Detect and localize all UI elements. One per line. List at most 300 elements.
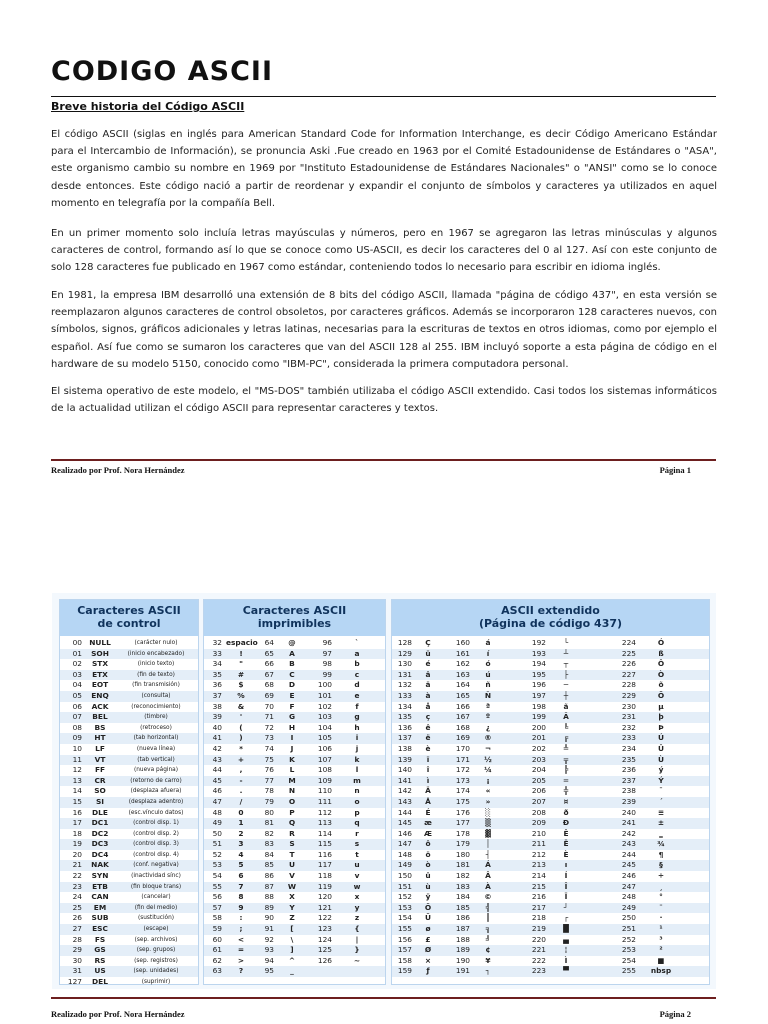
extended-code-a: 155 xyxy=(397,924,412,934)
printable-code-c: 96 xyxy=(322,638,332,647)
extended-char-a: Ç xyxy=(425,638,431,647)
extended-char-d: · xyxy=(659,913,663,923)
extended-code-a: 131 xyxy=(397,669,412,679)
extended-row xyxy=(392,680,709,691)
printable-code-b: 91 xyxy=(264,924,274,934)
extended-char-c: ╬ xyxy=(563,786,569,796)
printable-row xyxy=(204,829,385,840)
extended-row xyxy=(392,871,709,882)
extended-row xyxy=(392,659,709,670)
printable-code-c: 109 xyxy=(317,775,332,785)
printable-char-b: K xyxy=(289,754,295,764)
extended-code-d: 242 xyxy=(621,828,636,838)
extended-code-b: 181 xyxy=(455,860,470,870)
printable-char-b: \ xyxy=(290,934,294,944)
printable-char-a: * xyxy=(239,743,243,753)
control-row xyxy=(60,860,198,871)
printable-row xyxy=(204,871,385,882)
extended-char-c: Ê xyxy=(563,828,569,838)
extended-rows xyxy=(392,638,709,977)
control-row xyxy=(60,691,198,702)
printable-row xyxy=(204,924,385,935)
extended-char-c: Ì xyxy=(564,955,568,965)
extended-char-c: Ï xyxy=(564,892,568,902)
printable-code-b: 83 xyxy=(264,839,274,849)
extended-row xyxy=(392,860,709,871)
extended-code-a: 133 xyxy=(397,690,412,700)
extended-char-d: ¨ xyxy=(659,902,663,912)
control-abbreviation: SOH xyxy=(91,648,109,658)
printable-code-b: 71 xyxy=(264,712,274,722)
extended-code-a: 134 xyxy=(397,701,412,711)
control-code: 05 xyxy=(72,690,82,700)
extended-char-c: ð xyxy=(563,807,569,817)
extended-code-a: 159 xyxy=(397,966,412,976)
extended-code-a: 152 xyxy=(397,892,412,902)
control-characters-header xyxy=(60,600,198,636)
extended-code-d: 241 xyxy=(621,818,636,828)
control-code: 23 xyxy=(72,881,82,891)
title-rule xyxy=(51,96,716,97)
printable-code-c: 113 xyxy=(317,818,332,828)
extended-code-c: 193 xyxy=(531,648,546,658)
extended-row xyxy=(392,818,709,829)
printable-characters-panel xyxy=(203,599,386,985)
printable-code-c: 106 xyxy=(317,743,332,753)
printable-row xyxy=(204,702,385,713)
extended-row xyxy=(392,755,709,766)
printable-char-c: x xyxy=(354,892,360,902)
extended-char-b: ¬ xyxy=(484,743,492,753)
extended-char-a: â xyxy=(425,669,431,679)
extended-code-a: 140 xyxy=(397,765,412,775)
extended-char-d: Þ xyxy=(658,722,664,732)
control-description: (sep. registros) xyxy=(134,957,178,964)
extended-char-c: ╠ xyxy=(563,765,569,775)
control-code: 10 xyxy=(72,743,82,753)
extended-code-d: 226 xyxy=(621,659,636,669)
extended-row xyxy=(392,702,709,713)
printable-char-b: D xyxy=(288,680,296,690)
extended-code-a: 139 xyxy=(397,754,412,764)
extended-char-c: ▄ xyxy=(563,934,569,944)
extended-code-d: 232 xyxy=(621,722,636,732)
extended-code-c: 194 xyxy=(531,659,546,669)
printable-char-c: d xyxy=(354,680,360,690)
extended-header-line-1: ASCII extendido xyxy=(501,604,600,617)
control-description: (control disp. 4) xyxy=(133,851,179,858)
printable-char-c: m xyxy=(353,775,361,785)
printable-char-c: k xyxy=(354,754,360,764)
printable-char-b: ^ xyxy=(288,955,296,965)
extended-code-c: 216 xyxy=(531,892,546,902)
extended-char-b: ▓ xyxy=(485,828,491,838)
printable-code-b: 69 xyxy=(264,690,274,700)
printable-char-b: J xyxy=(290,743,294,753)
printable-code-a: 58 xyxy=(212,913,222,923)
control-description: (desplaza adentro) xyxy=(128,798,184,805)
printable-code-c: 104 xyxy=(317,722,332,732)
extended-row xyxy=(392,808,709,819)
printable-code-b: 72 xyxy=(264,722,274,732)
extended-char-d: ³ xyxy=(659,934,663,944)
extended-char-c: È xyxy=(563,849,569,859)
printable-row xyxy=(204,786,385,797)
extended-char-c: ┌ xyxy=(563,913,569,923)
extended-code-a: 151 xyxy=(397,881,412,891)
control-description: (control disp. 2) xyxy=(133,830,179,837)
control-description: (fin de texto) xyxy=(137,671,175,678)
extended-char-a: è xyxy=(425,743,431,753)
printable-row xyxy=(204,966,385,977)
control-abbreviation: CR xyxy=(94,775,106,785)
control-abbreviation: EM xyxy=(93,902,107,912)
extended-char-d: ¯ xyxy=(659,786,663,796)
extended-code-d: 234 xyxy=(621,743,636,753)
extended-char-a: ƒ xyxy=(426,966,430,976)
control-code: 25 xyxy=(72,902,82,912)
printable-char-a: 6 xyxy=(238,871,244,881)
control-row xyxy=(60,723,198,734)
printable-row xyxy=(204,882,385,893)
extended-char-b: Â xyxy=(485,871,491,881)
control-code: 127 xyxy=(67,977,82,986)
control-code: 24 xyxy=(72,892,82,902)
extended-char-c: ¤ xyxy=(563,796,569,806)
paragraph-4: El sistema operativo de este modelo, el "MS-DOS" también utilizaba el código ASCII extendido. Casi todos los sistemas informáticos de la actualidad utilizan el código ASCII para representar caracteres y textos. xyxy=(51,386,717,415)
control-characters-panel xyxy=(59,599,199,985)
extended-code-a: 156 xyxy=(397,934,412,944)
extended-code-d: 244 xyxy=(621,849,636,859)
printable-char-b: O xyxy=(288,796,296,806)
control-row xyxy=(60,913,198,924)
extended-code-c: 211 xyxy=(531,839,546,849)
control-code: 02 xyxy=(72,659,82,669)
printable-code-a: 57 xyxy=(212,902,222,912)
extended-char-d: ´ xyxy=(659,796,663,806)
extended-char-b: ¢ xyxy=(485,945,491,955)
printable-code-a: 42 xyxy=(212,743,222,753)
control-row xyxy=(60,680,198,691)
extended-char-a: Æ xyxy=(423,828,433,838)
control-code: 08 xyxy=(72,722,82,732)
extended-code-c: 192 xyxy=(531,638,546,647)
printable-char-b: H xyxy=(288,722,296,732)
printable-row xyxy=(204,839,385,850)
extended-code-b: 161 xyxy=(455,648,470,658)
extended-code-c: 200 xyxy=(531,722,546,732)
extended-char-b: ┐ xyxy=(485,966,491,976)
paragraph-1: El código ASCII (siglas en inglés para American Standard Code for Information Interchange, es decir Código Americano Estándar para el Intercambio de Información), se pronuncia Aski .Fue creado en 1963 por el Comité Estadounidense de Estándares o "ASA", este organismo cambio su nombre en 1969 por "Instituto Estadounidense de Estándares Nacionales" o "ANSI" como se lo conoce desde entonces. Este código nació a partir de reordenar y expandir el conjunto de símbolos y caracteres ya utilizados en aquel momento en telegrafía por la compañía Bell. xyxy=(51,129,717,209)
extended-char-a: æ xyxy=(424,818,432,828)
printable-char-a: $ xyxy=(238,680,244,690)
extended-char-d: ß xyxy=(658,648,664,658)
printable-char-b: _ xyxy=(290,966,294,976)
printable-code-b: 78 xyxy=(264,786,274,796)
control-description: (sep. archivos) xyxy=(134,936,178,943)
printable-char-b: ] xyxy=(290,945,294,955)
printable-code-c: 100 xyxy=(317,680,332,690)
control-abbreviation: DEL xyxy=(92,977,108,986)
control-row xyxy=(60,670,198,681)
extended-code-b: 170 xyxy=(455,743,470,753)
control-code: 00 xyxy=(72,638,82,647)
extended-char-a: ø xyxy=(425,924,431,934)
printable-code-c: 110 xyxy=(317,786,332,796)
extended-char-c: ▀ xyxy=(563,966,569,976)
printable-code-a: 33 xyxy=(212,648,222,658)
printable-code-a: 39 xyxy=(212,712,222,722)
extended-char-b: ú xyxy=(485,669,491,679)
printable-code-c: 116 xyxy=(317,849,332,859)
extended-char-c: ╔ xyxy=(563,733,569,743)
control-abbreviation: US xyxy=(94,966,106,976)
extended-char-b: ▒ xyxy=(485,818,491,828)
extended-row xyxy=(392,903,709,914)
extended-char-d: ý xyxy=(658,765,664,775)
control-description: (esc.vínculo datos) xyxy=(128,809,184,816)
extended-char-d: Õ xyxy=(657,690,665,700)
control-description: (retroceso) xyxy=(140,724,172,731)
printable-char-b: C xyxy=(289,669,295,679)
printable-code-a: 45 xyxy=(212,775,222,785)
footer-rule-page-1 xyxy=(51,459,716,461)
extended-row xyxy=(392,649,709,660)
extended-char-d: ‗ xyxy=(659,828,663,838)
control-description: (consulta) xyxy=(141,692,171,699)
extended-char-d: ¶ xyxy=(658,849,664,859)
extended-code-c: 218 xyxy=(531,913,546,923)
control-row xyxy=(60,924,198,935)
extended-code-c: 210 xyxy=(531,828,546,838)
extended-code-b: 180 xyxy=(455,849,470,859)
footer-author-page-1: Realizado por Prof. Nora Hernández xyxy=(51,465,185,475)
control-row xyxy=(60,882,198,893)
control-description: (sep. unidades) xyxy=(133,968,179,975)
extended-code-c: 223 xyxy=(531,966,546,976)
control-abbreviation: GS xyxy=(94,945,106,955)
extended-char-c: ├ xyxy=(563,669,569,679)
extended-char-d: ¹ xyxy=(659,924,663,934)
printable-char-a: ; xyxy=(239,924,243,934)
printable-char-c: ` xyxy=(355,638,359,647)
printable-code-c: 125 xyxy=(317,945,332,955)
control-description: (sustitución) xyxy=(137,915,175,922)
printable-row xyxy=(204,808,385,819)
extended-char-c: ┴ xyxy=(563,648,569,658)
control-description: (suprimir) xyxy=(141,979,171,985)
extended-code-d: 228 xyxy=(621,680,636,690)
extended-char-c: Î xyxy=(564,881,568,891)
printable-code-c: 115 xyxy=(317,839,332,849)
printable-char-a: # xyxy=(237,669,245,679)
control-description: (cancelar) xyxy=(141,894,171,901)
extended-code-a: 154 xyxy=(397,913,412,923)
extended-code-b: 177 xyxy=(455,818,470,828)
control-description: (retorno de carro) xyxy=(130,777,182,784)
printable-code-c: 124 xyxy=(317,934,332,944)
printable-char-b: V xyxy=(289,871,295,881)
extended-char-a: ï xyxy=(426,754,430,764)
control-description: (fin bloque trans) xyxy=(130,883,182,890)
printable-code-c: 103 xyxy=(317,712,332,722)
extended-char-b: ñ xyxy=(485,680,491,690)
extended-row xyxy=(392,839,709,850)
extended-code-c: 202 xyxy=(531,743,546,753)
extended-char-d: õ xyxy=(658,680,664,690)
control-abbreviation: ETB xyxy=(92,881,108,891)
extended-char-b: á xyxy=(485,638,491,647)
extended-code-c: 206 xyxy=(531,786,546,796)
extended-char-d: ≡ xyxy=(657,807,665,817)
extended-char-c: ─ xyxy=(563,680,569,690)
printable-row xyxy=(204,680,385,691)
extended-code-b: 187 xyxy=(455,924,470,934)
extended-code-a: 142 xyxy=(397,786,412,796)
control-code: 27 xyxy=(72,924,82,934)
extended-char-c: ╦ xyxy=(563,754,569,764)
extended-char-a: ì xyxy=(426,775,430,785)
page-title: CODIGO ASCII xyxy=(51,56,273,87)
extended-char-a: Ø xyxy=(424,945,432,955)
printable-char-a: 5 xyxy=(238,860,244,870)
printable-char-c: p xyxy=(354,807,360,817)
printable-char-a: 4 xyxy=(238,849,244,859)
printable-row xyxy=(204,860,385,871)
printable-char-a: - xyxy=(239,775,243,785)
extended-code-d: 224 xyxy=(621,638,636,647)
control-code: 15 xyxy=(72,796,82,806)
extended-row xyxy=(392,956,709,967)
control-description: (tab horizontal) xyxy=(133,735,179,742)
printable-code-b: 76 xyxy=(264,765,274,775)
extended-code-c: 197 xyxy=(531,690,546,700)
printable-row xyxy=(204,850,385,861)
control-code: 03 xyxy=(72,669,82,679)
printable-code-c: 119 xyxy=(317,881,332,891)
printable-char-c: h xyxy=(354,722,360,732)
extended-code-d: 233 xyxy=(621,733,636,743)
extended-char-c: Ð xyxy=(562,818,570,828)
printable-char-c: q xyxy=(354,818,360,828)
control-abbreviation: DC1 xyxy=(91,818,109,828)
printable-char-a: = xyxy=(237,945,245,955)
extended-code-a: 136 xyxy=(397,722,412,732)
extended-char-b: ª xyxy=(485,701,491,711)
printable-char-b: N xyxy=(288,786,296,796)
control-description: (nueva página) xyxy=(133,767,178,774)
extended-char-b: í xyxy=(486,648,490,658)
extended-row xyxy=(392,765,709,776)
extended-code-d: 238 xyxy=(621,786,636,796)
control-row xyxy=(60,755,198,766)
extended-char-d: ² xyxy=(659,945,663,955)
printable-code-a: 43 xyxy=(212,754,222,764)
printable-char-b: Z xyxy=(289,913,295,923)
printable-code-c: 112 xyxy=(317,807,332,817)
printable-code-b: 85 xyxy=(264,860,274,870)
printable-code-c: 108 xyxy=(317,765,332,775)
control-description: (timbre) xyxy=(144,714,168,721)
control-description: (fin del medio) xyxy=(134,904,178,911)
printable-char-b: Y xyxy=(289,902,295,912)
control-row xyxy=(60,712,198,723)
extended-char-b: Ñ xyxy=(484,690,492,700)
extended-char-b: À xyxy=(485,881,491,891)
printable-code-a: 44 xyxy=(212,765,222,775)
control-row xyxy=(60,776,198,787)
printable-code-b: 89 xyxy=(264,902,274,912)
control-code: 12 xyxy=(72,765,82,775)
control-abbreviation: SYN xyxy=(91,871,109,881)
extended-char-a: ä xyxy=(425,680,431,690)
control-abbreviation: DLE xyxy=(92,807,108,817)
extended-char-a: Ü xyxy=(424,913,431,923)
extended-code-c: 196 xyxy=(531,680,546,690)
extended-characters-header xyxy=(392,600,709,636)
extended-code-d: 246 xyxy=(621,871,636,881)
printable-row xyxy=(204,712,385,723)
extended-char-d: Ý xyxy=(658,775,664,785)
extended-code-a: 138 xyxy=(397,743,412,753)
control-row xyxy=(60,850,198,861)
extended-code-d: 229 xyxy=(621,690,636,700)
printable-code-a: 49 xyxy=(212,818,222,828)
printable-code-a: 61 xyxy=(212,945,222,955)
printable-char-c: t xyxy=(355,849,359,859)
printable-code-b: 84 xyxy=(264,849,274,859)
extended-code-a: 148 xyxy=(397,849,412,859)
extended-char-a: û xyxy=(425,871,431,881)
control-abbreviation: ETX xyxy=(92,669,108,679)
extended-code-b: 168 xyxy=(455,722,470,732)
printable-row xyxy=(204,649,385,660)
extended-code-c: 195 xyxy=(531,669,546,679)
printable-code-b: 79 xyxy=(264,796,274,806)
control-abbreviation: NAK xyxy=(91,860,109,870)
extended-char-a: ë xyxy=(425,733,431,743)
extended-char-d: § xyxy=(659,860,663,870)
printable-char-c: g xyxy=(354,712,360,722)
extended-code-d: 255 xyxy=(621,966,636,976)
section-subtitle: Breve historia del Código ASCII xyxy=(51,100,245,113)
printable-row xyxy=(204,765,385,776)
extended-code-d: 243 xyxy=(621,839,636,849)
control-row xyxy=(60,871,198,882)
extended-code-a: 158 xyxy=(397,955,412,965)
printable-char-b: P xyxy=(289,807,295,817)
extended-char-d: þ xyxy=(658,712,664,722)
printable-char-b: B xyxy=(289,659,295,669)
printable-char-a: / xyxy=(239,796,243,806)
printable-code-b: 86 xyxy=(264,871,274,881)
extended-char-b: Á xyxy=(485,860,491,870)
extended-code-c: 204 xyxy=(531,765,546,775)
control-row xyxy=(60,659,198,670)
printable-code-a: 32 xyxy=(212,638,222,647)
extended-char-c: ╚ xyxy=(563,722,569,732)
extended-row xyxy=(392,882,709,893)
printable-char-c: ~ xyxy=(353,955,361,965)
extended-code-a: 132 xyxy=(397,680,412,690)
printable-code-b: 64 xyxy=(264,638,274,647)
control-abbreviation: SO xyxy=(94,786,106,796)
extended-char-c: ¦ xyxy=(564,945,568,955)
extended-code-c: 208 xyxy=(531,807,546,817)
control-code: 31 xyxy=(72,966,82,976)
control-description: (control disp. 1) xyxy=(133,820,179,827)
extended-code-b: 162 xyxy=(455,659,470,669)
